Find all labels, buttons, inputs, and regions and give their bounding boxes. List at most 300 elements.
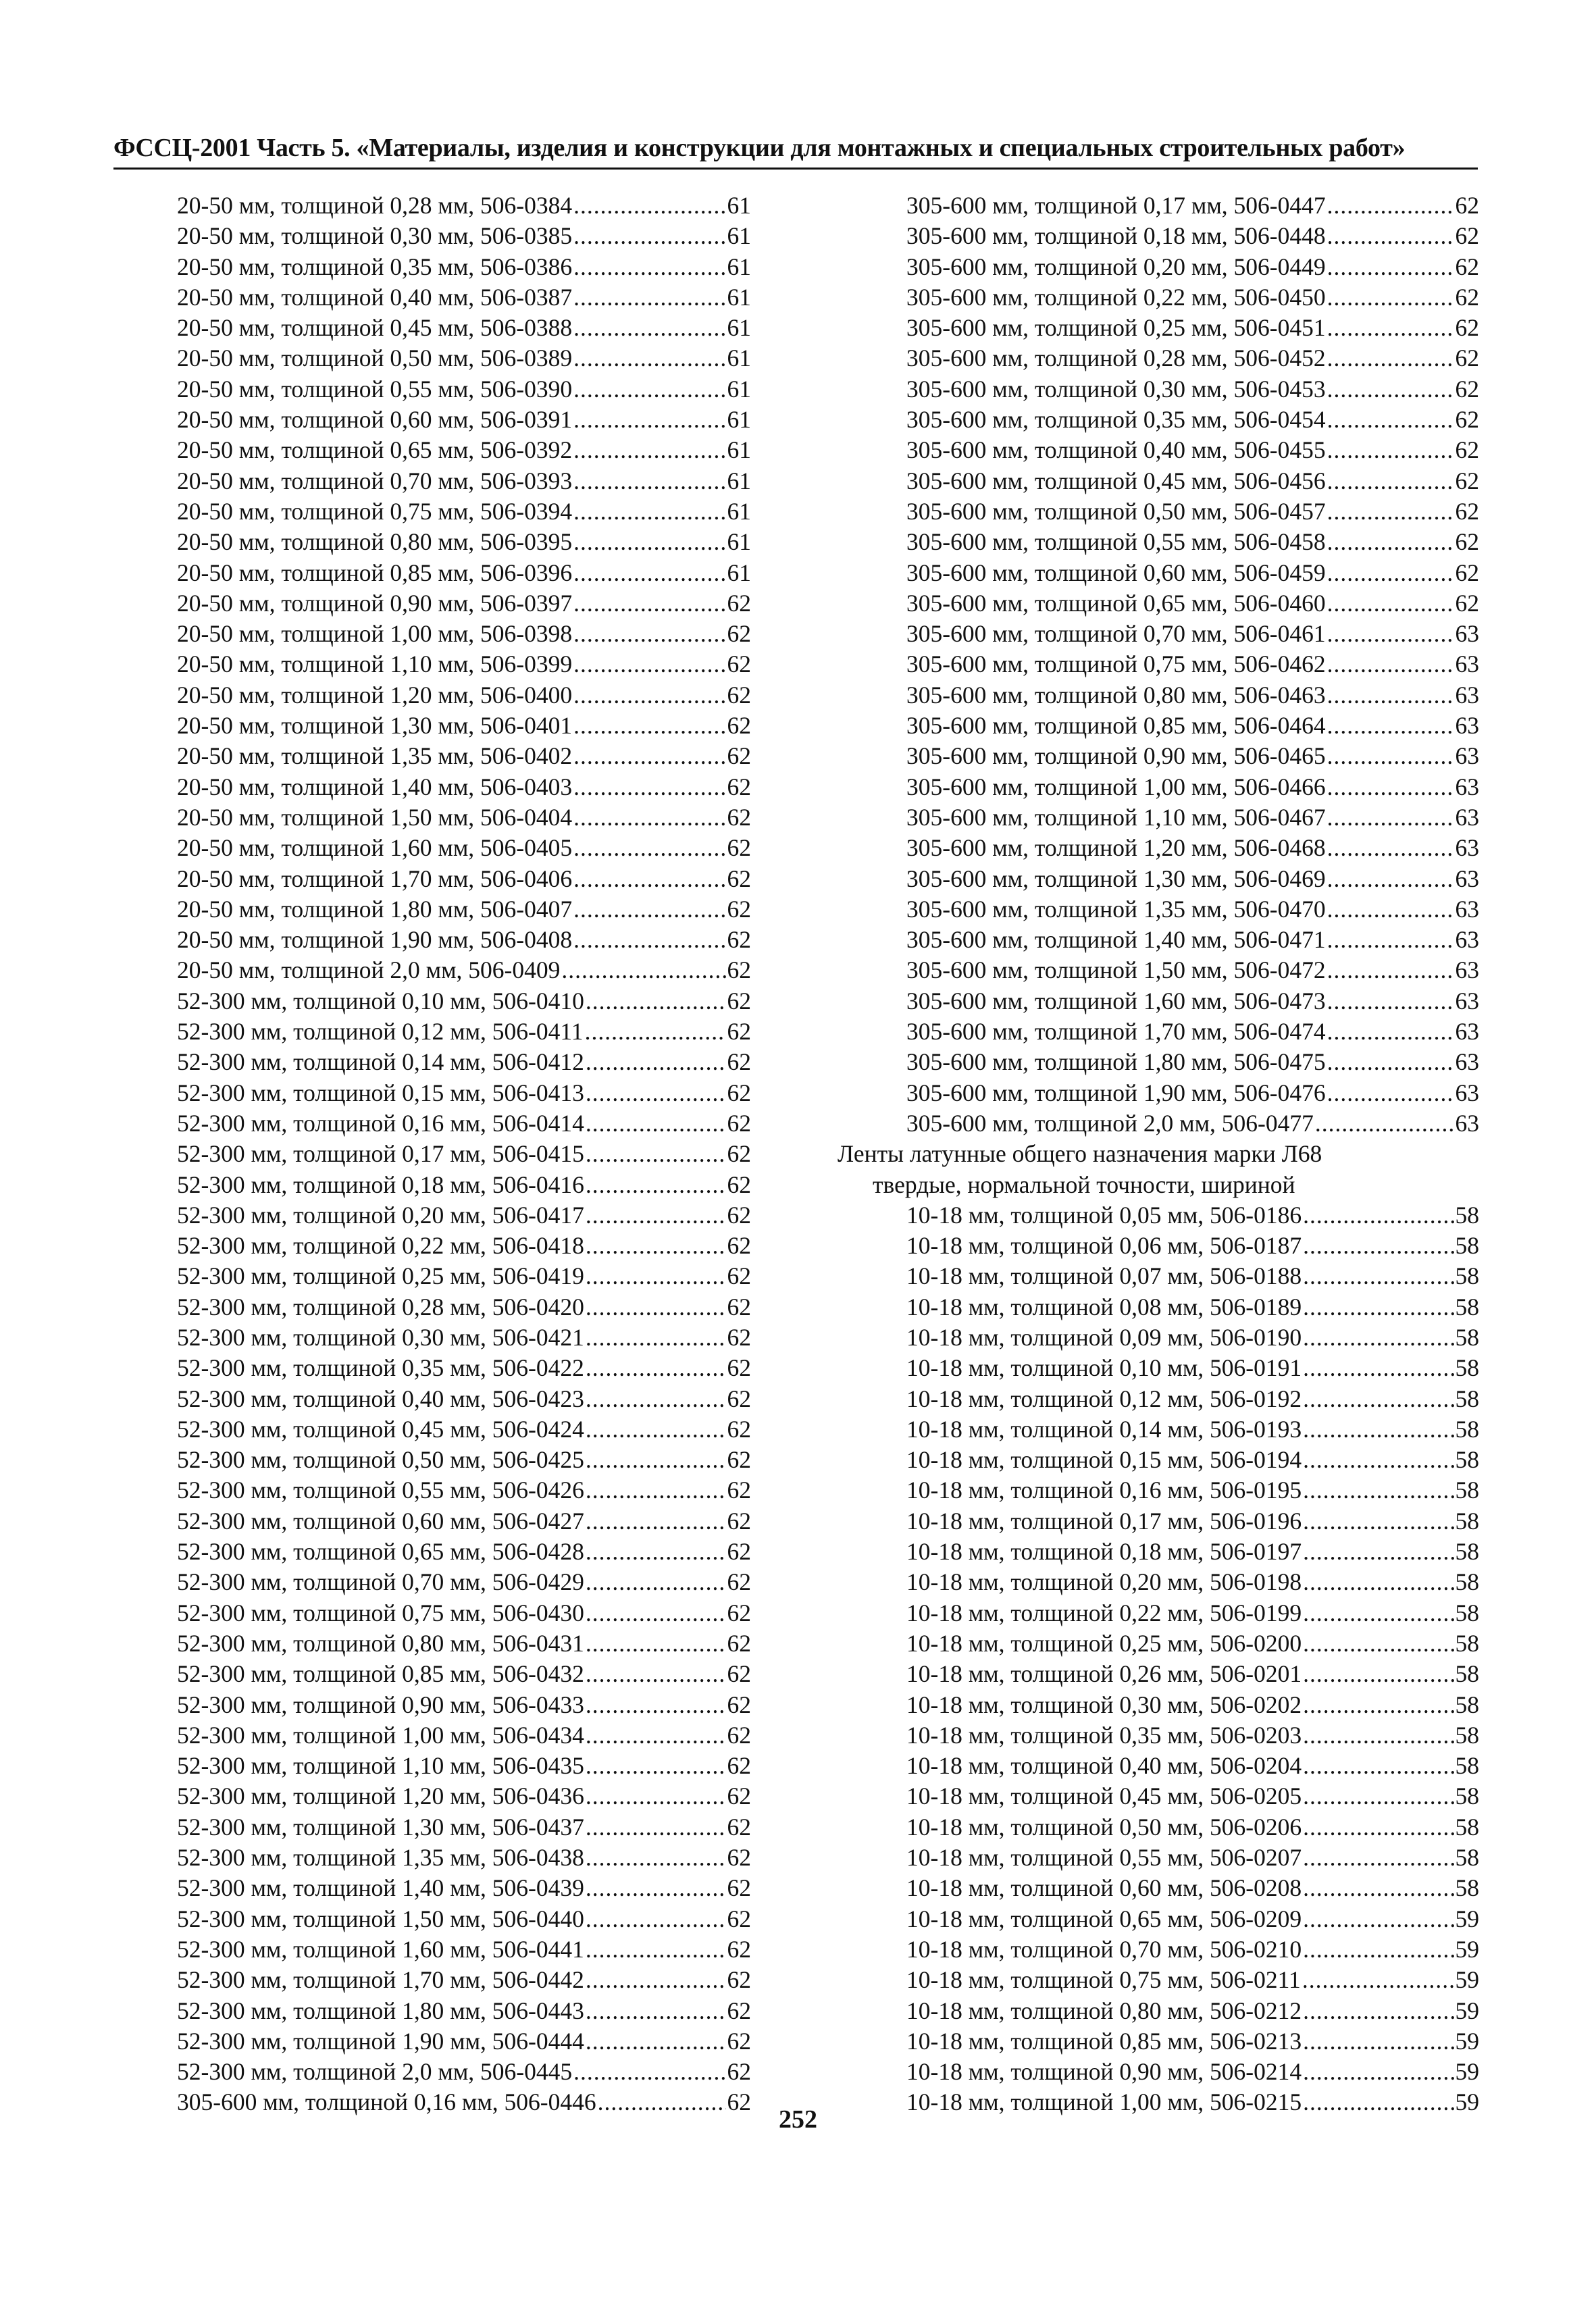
dot-leader — [586, 1996, 726, 2026]
dot-leader — [586, 1445, 726, 1475]
index-entry-page: 62 — [727, 1293, 751, 1320]
index-entry-page: 62 — [1455, 192, 1479, 219]
index-entry-text: 52-300 мм, толщиной 1,10 мм, 506-0435 — [177, 1752, 584, 1780]
index-entry-text: 10-18 мм, толщиной 0,26 мм, 506-0201 — [906, 1660, 1302, 1688]
index-entry — [906, 619, 1479, 649]
index-entry-text: 20-50 мм, толщиной 1,00 мм, 506-0398 — [177, 620, 573, 648]
index-entry-text: 305-600 мм, толщиной 0,35 мм, 506-0454 — [906, 406, 1326, 434]
index-entry-text: 52-300 мм, толщиной 0,40 мм, 506-0423 — [177, 1385, 584, 1412]
index-entry-page: 62 — [727, 773, 751, 800]
dot-leader — [1303, 1873, 1453, 1903]
dot-leader — [1327, 772, 1454, 802]
index-entry-text: 20-50 мм, толщиной 1,60 мм, 506-0405 — [177, 834, 573, 862]
index-entry-page: 62 — [727, 589, 751, 617]
dot-leader — [561, 955, 725, 985]
dot-leader — [586, 1843, 726, 1873]
index-entry-text: 305-600 мм, толщиной 1,80 мм, 506-0475 — [906, 1048, 1326, 1076]
index-entry-page: 63 — [1455, 1079, 1479, 1106]
page-number: 252 — [779, 2105, 817, 2134]
index-entry-page: 61 — [727, 497, 751, 525]
index-entry-page: 62 — [1455, 528, 1479, 556]
index-entry — [177, 864, 751, 894]
index-entry-text: 20-50 мм, толщиной 0,60 мм, 506-0391 — [177, 406, 573, 434]
index-entry-text: 305-600 мм, толщиной 0,25 мм, 506-0451 — [906, 314, 1326, 342]
index-entry — [177, 986, 751, 1017]
index-entry-text: 305-600 мм, толщиной 0,22 мм, 506-0450 — [906, 283, 1326, 311]
index-entry-text: 52-300 мм, толщиной 0,60 мм, 506-0427 — [177, 1507, 584, 1535]
dot-leader — [1303, 1690, 1453, 1720]
index-entry-text: 52-300 мм, толщиной 0,17 мм, 506-0415 — [177, 1140, 584, 1168]
index-entry — [906, 1628, 1479, 1659]
index-entry — [906, 1445, 1479, 1475]
dot-leader — [586, 986, 726, 1017]
index-entry — [906, 1047, 1479, 1077]
dot-leader — [586, 1261, 726, 1291]
dot-leader — [573, 527, 725, 557]
index-entry — [906, 711, 1479, 741]
dot-leader — [1327, 282, 1454, 313]
index-entry — [906, 496, 1479, 527]
dot-leader — [1327, 588, 1454, 619]
index-entry-page: 62 — [727, 926, 751, 954]
dot-leader — [586, 1384, 726, 1414]
index-entry-page: 61 — [727, 528, 751, 556]
index-entry-text: 52-300 мм, толщиной 1,20 мм, 506-0436 — [177, 1782, 584, 1810]
right-column — [838, 190, 1479, 2118]
dot-leader — [586, 1353, 726, 1383]
index-entry-page: 58 — [1455, 1660, 1479, 1688]
index-entry — [906, 741, 1479, 771]
dot-leader — [1327, 374, 1454, 405]
index-entry-text: 10-18 мм, толщиной 0,10 мм, 506-0191 — [906, 1354, 1302, 1382]
dot-leader — [1327, 711, 1454, 741]
dot-leader — [573, 496, 725, 527]
dot-leader — [1327, 527, 1454, 557]
index-entry — [906, 1078, 1479, 1108]
index-entry-page: 62 — [1455, 406, 1479, 434]
index-entry-page: 62 — [727, 1935, 751, 1963]
index-entry-text: 52-300 мм, толщиной 0,90 мм, 506-0433 — [177, 1691, 584, 1718]
index-entry-page: 59 — [1455, 2058, 1479, 2086]
index-entry-page: 58 — [1455, 1385, 1479, 1412]
index-entry-text: 20-50 мм, толщиной 1,30 мм, 506-0401 — [177, 712, 573, 740]
index-entry-page: 58 — [1455, 1201, 1479, 1229]
index-entry — [906, 527, 1479, 557]
index-entry — [906, 1965, 1479, 1995]
index-entry — [177, 588, 751, 619]
index-entry-text: 10-18 мм, толщиной 0,07 мм, 506-0188 — [906, 1262, 1302, 1290]
index-entry-page: 58 — [1455, 1813, 1479, 1841]
index-entry — [177, 527, 751, 557]
index-entry — [177, 374, 751, 405]
index-entry-text: 10-18 мм, толщиной 0,25 мм, 506-0200 — [906, 1629, 1302, 1657]
index-entry-text: 305-600 мм, толщиной 0,16 мм, 506-0446 — [177, 2088, 596, 2116]
index-entry — [906, 772, 1479, 802]
index-entry-text: 305-600 мм, толщиной 2,0 мм, 506-0477 — [906, 1109, 1314, 1137]
dot-leader — [1303, 1292, 1453, 1322]
index-entry-page: 62 — [727, 1997, 751, 2024]
dot-leader — [1327, 833, 1454, 863]
dot-leader — [1303, 1475, 1453, 1506]
index-entry-text: 305-600 мм, толщиной 0,20 мм, 506-0449 — [906, 253, 1326, 280]
index-entry-page: 62 — [727, 1048, 751, 1076]
index-entry-page: 61 — [727, 344, 751, 372]
index-entry-text: 20-50 мм, толщиной 1,40 мм, 506-0403 — [177, 773, 573, 800]
index-entry-page: 58 — [1455, 1354, 1479, 1382]
dot-leader — [1303, 2057, 1453, 2087]
dot-leader — [1327, 405, 1454, 435]
dot-leader — [1303, 1506, 1453, 1537]
index-entry — [906, 1231, 1479, 1261]
index-entry-page: 61 — [727, 406, 751, 434]
index-entry — [177, 1047, 751, 1077]
index-entry — [906, 1934, 1479, 1965]
index-entry-text: 20-50 мм, толщиной 0,70 мм, 506-0393 — [177, 467, 573, 494]
index-entry-page: 62 — [727, 1752, 751, 1780]
index-entry-text: 10-18 мм, толщиной 0,35 мм, 506-0203 — [906, 1721, 1302, 1749]
left-column — [177, 190, 751, 2118]
dot-leader — [1327, 466, 1454, 496]
index-entry-page: 58 — [1455, 1415, 1479, 1443]
index-entry — [177, 1200, 751, 1231]
dot-leader — [573, 925, 725, 955]
index-entry-text: 10-18 мм, толщиной 0,60 мм, 506-0208 — [906, 1874, 1302, 1902]
dot-leader — [573, 741, 725, 771]
index-entry — [906, 1261, 1479, 1291]
index-entry — [906, 466, 1479, 496]
index-entry — [177, 1414, 751, 1445]
index-entry-page: 63 — [1455, 742, 1479, 770]
dot-leader — [1303, 1720, 1453, 1751]
dot-leader — [1327, 619, 1454, 649]
index-entry — [177, 772, 751, 802]
index-entry-page: 58 — [1455, 1599, 1479, 1626]
dot-leader — [1327, 221, 1454, 251]
index-entry — [906, 1690, 1479, 1720]
dot-leader — [573, 894, 725, 925]
index-entry-text: 10-18 мм, толщиной 0,55 мм, 506-0207 — [906, 1844, 1302, 1872]
index-entry-text: 52-300 мм, толщиной 0,80 мм, 506-0431 — [177, 1629, 584, 1657]
dot-leader — [1303, 1781, 1453, 1811]
index-entry-text: 10-18 мм, толщиной 0,45 мм, 506-0205 — [906, 1782, 1302, 1810]
index-entry-text: 20-50 мм, толщиной 1,90 мм, 506-0408 — [177, 926, 573, 954]
index-entry-page: 61 — [727, 283, 751, 311]
dot-leader — [586, 1506, 726, 1537]
index-entry-page: 62 — [727, 1568, 751, 1596]
index-entry-page: 62 — [727, 1262, 751, 1290]
index-entry — [906, 1537, 1479, 1567]
index-entry-page: 62 — [727, 956, 751, 984]
index-entry-page: 58 — [1455, 1507, 1479, 1535]
index-entry-page: 62 — [727, 1018, 751, 1046]
index-entry-page: 62 — [727, 1844, 751, 1872]
index-entry — [177, 1996, 751, 2026]
index-entry — [906, 343, 1479, 374]
index-entry-text: 10-18 мм, толщиной 0,17 мм, 506-0196 — [906, 1507, 1302, 1535]
index-entry-page: 62 — [727, 1171, 751, 1198]
index-entry — [906, 282, 1479, 313]
index-entry — [906, 558, 1479, 588]
dot-leader — [1327, 1017, 1454, 1047]
index-entry-page: 62 — [727, 1874, 751, 1902]
index-entry — [906, 1475, 1479, 1506]
index-entry — [906, 313, 1479, 343]
dot-leader — [586, 1047, 726, 1077]
dot-leader — [573, 772, 725, 802]
index-entry-page: 62 — [727, 1354, 751, 1382]
dot-leader — [573, 833, 725, 863]
index-entry-page: 63 — [1455, 1109, 1479, 1137]
dot-leader — [573, 2057, 725, 2087]
index-entry-page: 61 — [727, 192, 751, 219]
index-entry-text: 10-18 мм, толщиной 0,30 мм, 506-0202 — [906, 1691, 1302, 1718]
dot-leader — [1327, 986, 1454, 1017]
index-entry — [177, 343, 751, 374]
index-entry-page: 62 — [727, 1966, 751, 1994]
index-entry — [177, 1567, 751, 1597]
index-entry — [177, 833, 751, 863]
index-entry-page: 63 — [1455, 773, 1479, 800]
index-entry-text: 20-50 мм, толщиной 0,28 мм, 506-0384 — [177, 192, 573, 219]
index-entry — [177, 2026, 751, 2057]
index-entry — [177, 190, 751, 221]
index-entry — [177, 1720, 751, 1751]
dot-leader — [586, 1567, 726, 1597]
index-entry-text: 10-18 мм, толщиной 0,16 мм, 506-0195 — [906, 1476, 1302, 1504]
index-entry-text: 305-600 мм, толщиной 1,60 мм, 506-0473 — [906, 987, 1326, 1014]
index-entry-text: 10-18 мм, толщиной 0,70 мм, 506-0210 — [906, 1935, 1302, 1963]
index-entry — [906, 1873, 1479, 1903]
index-entry — [177, 1292, 751, 1322]
dot-leader — [586, 1873, 726, 1903]
index-entry-page: 58 — [1455, 1874, 1479, 1902]
index-entry-page: 63 — [1455, 834, 1479, 862]
dot-leader — [1303, 1843, 1453, 1873]
dot-leader — [573, 374, 725, 405]
index-entry-text: 52-300 мм, толщиной 0,16 мм, 506-0414 — [177, 1109, 584, 1137]
index-entry-text: 52-300 мм, толщиной 1,90 мм, 506-0444 — [177, 2027, 584, 2055]
index-entry — [906, 2057, 1479, 2087]
index-entry-text: 52-300 мм, толщиной 1,80 мм, 506-0443 — [177, 1997, 584, 2024]
index-entry-text: 20-50 мм, толщиной 1,70 мм, 506-0406 — [177, 865, 573, 892]
index-entry-text: 52-300 мм, толщиной 0,35 мм, 506-0422 — [177, 1354, 584, 1382]
index-entry — [906, 1781, 1479, 1811]
dot-leader — [1303, 2026, 1453, 2057]
index-entry-page: 62 — [727, 1538, 751, 1566]
index-entry — [906, 1108, 1479, 1139]
index-entry-page: 62 — [727, 1782, 751, 1810]
dot-leader — [573, 466, 725, 496]
dot-leader — [573, 405, 725, 435]
index-entry-text: 305-600 мм, толщиной 1,90 мм, 506-0476 — [906, 1079, 1326, 1106]
dot-leader — [586, 1934, 726, 1965]
index-entry-text: 20-50 мм, толщиной 0,85 мм, 506-0396 — [177, 559, 573, 586]
index-entry — [177, 802, 751, 833]
index-entry — [177, 1812, 751, 1843]
index-entry-page: 62 — [727, 987, 751, 1014]
index-entry — [906, 1843, 1479, 1873]
index-entry-page: 63 — [1455, 895, 1479, 923]
index-entry-text: 10-18 мм, толщиной 0,40 мм, 506-0204 — [906, 1752, 1302, 1780]
index-entry-page: 59 — [1455, 1905, 1479, 1932]
index-entry — [177, 435, 751, 465]
index-entry — [906, 588, 1479, 619]
index-entry-text: 10-18 мм, толщиной 0,75 мм, 506-0211 — [906, 1966, 1301, 1994]
dot-leader — [573, 343, 725, 374]
index-entry-text: 10-18 мм, толщиной 0,08 мм, 506-0189 — [906, 1293, 1302, 1320]
index-entry-text: 10-18 мм, толщиной 0,65 мм, 506-0209 — [906, 1905, 1302, 1932]
index-entry-text: 10-18 мм, толщиной 0,15 мм, 506-0194 — [906, 1446, 1302, 1474]
dot-leader — [586, 1200, 726, 1231]
index-entry — [906, 925, 1479, 955]
index-entry — [177, 558, 751, 588]
index-entry — [906, 680, 1479, 711]
index-entry-text: 10-18 мм, толщиной 0,85 мм, 506-0213 — [906, 2027, 1302, 2055]
index-entry — [177, 1873, 751, 1903]
index-entry — [177, 1843, 751, 1873]
index-entry-page: 62 — [727, 650, 751, 678]
index-entry-text: 20-50 мм, толщиной 0,40 мм, 506-0387 — [177, 283, 573, 311]
index-entry-text: 10-18 мм, толщиной 0,20 мм, 506-0198 — [906, 1568, 1302, 1596]
index-entry-text: 20-50 мм, толщиной 0,45 мм, 506-0388 — [177, 314, 573, 342]
index-entry-page: 62 — [727, 1691, 751, 1718]
index-entry-text: 52-300 мм, толщиной 0,85 мм, 506-0432 — [177, 1660, 584, 1688]
index-entry-text: 10-18 мм, толщиной 0,80 мм, 506-0212 — [906, 1997, 1302, 2024]
index-entry-text: 52-300 мм, толщиной 0,55 мм, 506-0426 — [177, 1476, 584, 1504]
index-entry-text: 52-300 мм, толщиной 0,22 мм, 506-0418 — [177, 1232, 584, 1260]
dot-leader — [573, 619, 725, 649]
index-entry-page: 62 — [727, 1660, 751, 1688]
index-entry-page: 58 — [1455, 1323, 1479, 1351]
dot-leader — [1327, 864, 1454, 894]
index-entry-page: 61 — [727, 467, 751, 494]
right-column-entries-top — [838, 190, 1479, 1139]
index-entry-page: 62 — [727, 2058, 751, 2086]
dot-leader — [1327, 894, 1454, 925]
index-entry-text: 20-50 мм, толщиной 1,10 мм, 506-0399 — [177, 650, 573, 678]
index-entry — [177, 1170, 751, 1200]
right-column-entries-bottom — [838, 1200, 1479, 2118]
dot-leader — [1327, 955, 1454, 985]
index-entry-page: 59 — [1455, 2088, 1479, 2116]
index-entry-page: 62 — [727, 1201, 751, 1229]
index-entry-page: 61 — [727, 436, 751, 464]
index-entry — [177, 1139, 751, 1169]
index-entry — [177, 894, 751, 925]
index-entry — [177, 1384, 751, 1414]
dot-leader — [586, 1231, 726, 1261]
index-entry-text: 20-50 мм, толщиной 0,90 мм, 506-0397 — [177, 589, 573, 617]
index-entry-page: 63 — [1455, 681, 1479, 709]
index-entry-text: 52-300 мм, толщиной 1,50 мм, 506-0440 — [177, 1905, 584, 1932]
index-entry-page: 62 — [1455, 344, 1479, 372]
dot-leader — [1327, 558, 1454, 588]
index-entry-page: 62 — [1455, 375, 1479, 403]
dot-leader — [586, 1322, 726, 1353]
dot-leader — [1303, 1200, 1453, 1231]
index-entry-page: 63 — [1455, 926, 1479, 954]
index-entry — [177, 649, 751, 679]
index-entry-text: 305-600 мм, толщиной 0,90 мм, 506-0465 — [906, 742, 1326, 770]
dot-leader — [586, 1108, 726, 1139]
index-entry — [906, 1904, 1479, 1934]
index-entry — [906, 1598, 1479, 1628]
index-entry-page: 59 — [1455, 1966, 1479, 1994]
index-entry-text: 52-300 мм, толщиной 0,18 мм, 506-0416 — [177, 1171, 584, 1198]
index-entry-text: 20-50 мм, толщиной 0,65 мм, 506-0392 — [177, 436, 573, 464]
dot-leader — [573, 558, 725, 588]
dot-leader — [586, 1078, 726, 1108]
index-entry-text: 20-50 мм, толщиной 0,75 мм, 506-0394 — [177, 497, 573, 525]
index-entry-page: 58 — [1455, 1752, 1479, 1780]
index-entry-page: 61 — [727, 375, 751, 403]
index-entry — [177, 1475, 751, 1506]
index-entry — [177, 1445, 751, 1475]
dot-leader — [573, 282, 725, 313]
index-entry-text: 305-600 мм, толщиной 0,80 мм, 506-0463 — [906, 681, 1326, 709]
index-entry — [906, 221, 1479, 251]
index-entry-page: 58 — [1455, 1293, 1479, 1320]
dot-leader — [1327, 802, 1454, 833]
index-entry-text: 10-18 мм, толщиной 0,09 мм, 506-0190 — [906, 1323, 1302, 1351]
index-entry — [177, 1781, 751, 1811]
index-entry-text: 305-600 мм, толщиной 1,50 мм, 506-0472 — [906, 956, 1326, 984]
index-entry-text: 52-300 мм, толщиной 0,20 мм, 506-0417 — [177, 1201, 584, 1229]
index-entry-page: 58 — [1455, 1538, 1479, 1566]
index-entry-text: 52-300 мм, толщиной 0,30 мм, 506-0421 — [177, 1323, 584, 1351]
index-entry — [177, 1261, 751, 1291]
index-entry-text: 305-600 мм, толщиной 1,35 мм, 506-0470 — [906, 895, 1326, 923]
index-entry — [177, 1353, 751, 1383]
index-entry-text: 305-600 мм, толщиной 1,20 мм, 506-0468 — [906, 834, 1326, 862]
index-entry-page: 58 — [1455, 1629, 1479, 1657]
index-entry — [177, 711, 751, 741]
dot-leader — [1303, 1567, 1453, 1597]
index-entry — [177, 741, 751, 771]
dot-leader — [573, 649, 725, 679]
index-entry-text: 52-300 мм, толщиной 1,30 мм, 506-0437 — [177, 1813, 584, 1841]
index-entry-page: 62 — [727, 2088, 751, 2116]
index-entry-page: 62 — [1455, 253, 1479, 280]
section-heading-line-2: твердые, нормальной точности, шириной — [873, 1171, 1295, 1198]
index-entry-text: 52-300 мм, толщиной 0,28 мм, 506-0420 — [177, 1293, 584, 1320]
dot-leader — [1303, 1751, 1453, 1781]
index-entry-page: 62 — [1455, 497, 1479, 525]
index-entry-page: 62 — [727, 1415, 751, 1443]
index-entry — [177, 1751, 751, 1781]
dot-leader — [586, 1812, 726, 1843]
index-entry-text: 305-600 мм, толщиной 0,85 мм, 506-0464 — [906, 712, 1326, 740]
index-entry — [177, 1506, 751, 1537]
dot-leader — [573, 711, 725, 741]
index-entry-text: 52-300 мм, толщиной 0,75 мм, 506-0430 — [177, 1599, 584, 1626]
index-entry-text: 52-300 мм, толщиной 0,65 мм, 506-0428 — [177, 1538, 584, 1566]
index-entry-text: 305-600 мм, толщиной 0,17 мм, 506-0447 — [906, 192, 1326, 219]
index-entry — [906, 1812, 1479, 1843]
index-entry-page: 63 — [1455, 865, 1479, 892]
index-entry-page: 62 — [1455, 467, 1479, 494]
index-entry-text: 20-50 мм, толщиной 1,35 мм, 506-0402 — [177, 742, 573, 770]
index-entry-text: 20-50 мм, толщиной 0,30 мм, 506-0385 — [177, 222, 573, 250]
dot-leader — [1303, 1537, 1453, 1567]
dot-leader — [586, 1475, 726, 1506]
index-entry-text: 20-50 мм, толщиной 1,80 мм, 506-0407 — [177, 895, 573, 923]
dot-leader — [586, 1781, 726, 1811]
index-entry-text: 52-300 мм, толщиной 1,35 мм, 506-0438 — [177, 1844, 584, 1872]
index-entry-text: 305-600 мм, толщиной 0,45 мм, 506-0456 — [906, 467, 1326, 494]
index-entry — [177, 1690, 751, 1720]
index-entry — [177, 1322, 751, 1353]
